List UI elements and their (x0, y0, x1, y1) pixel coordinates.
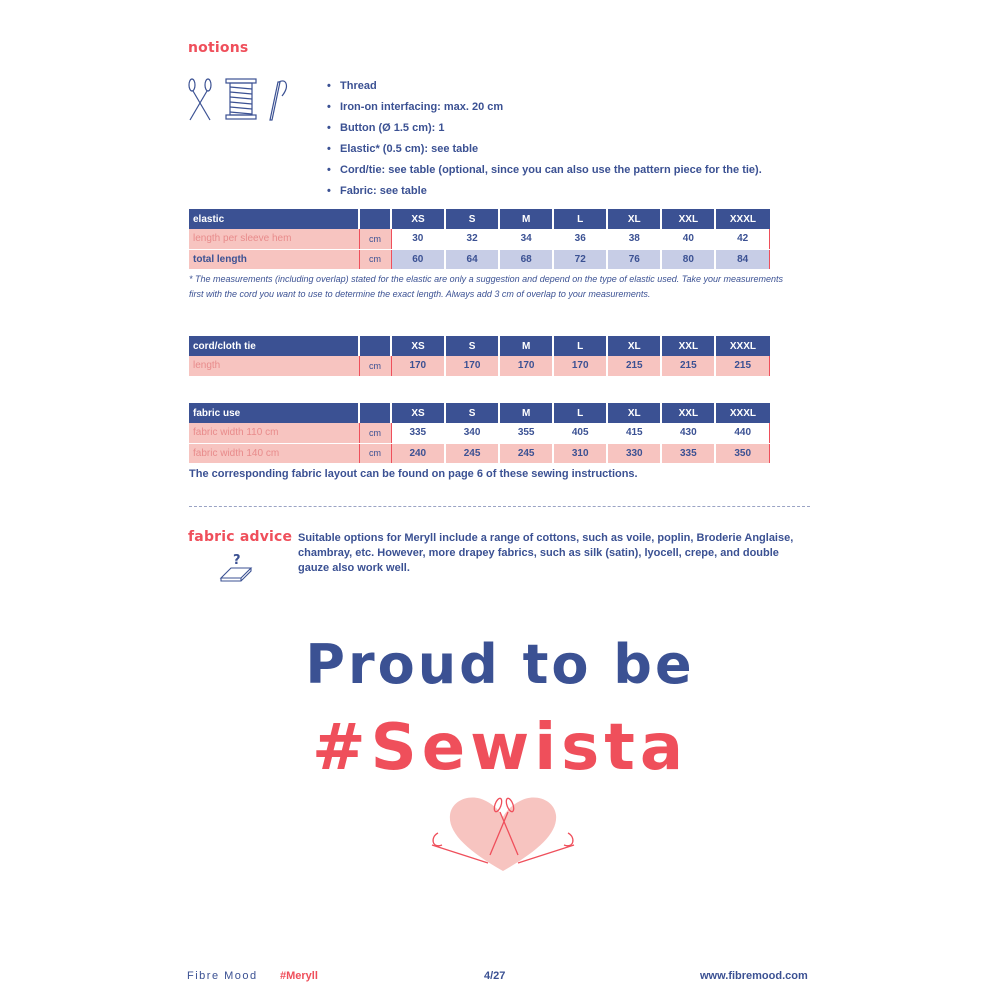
table-cell: 32 (445, 229, 499, 249)
table-row (189, 356, 770, 376)
table-cell: 64 (445, 249, 499, 269)
size-header-m: M (499, 209, 553, 229)
table-cell: 245 (499, 443, 553, 463)
notions-item-elastic: • Elastic* (0.5 cm): see table (327, 141, 762, 162)
table-row (189, 443, 770, 463)
size-header-s: S (445, 336, 499, 356)
row-unit: cm (359, 356, 391, 376)
fabric-advice-heading: fabric advice (188, 529, 293, 545)
table-cell: 34 (499, 229, 553, 249)
elastic-table (189, 209, 770, 270)
size-header-l: L (553, 336, 607, 356)
size-header-xs: XS (391, 209, 445, 229)
notions-item-thread: • Thread (327, 78, 762, 99)
table-cell: 440 (715, 423, 769, 443)
needle-icon (270, 81, 286, 120)
table-cell: 84 (715, 249, 769, 269)
size-header-m: M (499, 336, 553, 356)
banner-line-2: #Sewista (311, 711, 689, 785)
notions-item-fabric: • Fabric: see table (327, 183, 762, 204)
scissors-icon (189, 79, 211, 120)
fabric-question-icon (217, 552, 255, 584)
table-cell: 68 (499, 249, 553, 269)
size-header-xxl: XXL (661, 336, 715, 356)
footer-page-number: 4/27 (484, 970, 506, 982)
table-cell: 42 (715, 229, 769, 249)
row-unit: cm (359, 249, 391, 269)
table-cell: 72 (553, 249, 607, 269)
footer-brand: Fibre Mood (187, 970, 258, 982)
row-label: fabric width 110 cm (189, 423, 359, 443)
table-cell: 355 (499, 423, 553, 443)
unit-header (359, 209, 391, 229)
size-header-xs: XS (391, 403, 445, 423)
notions-item-button: • Button (Ø 1.5 cm): 1 (327, 120, 762, 141)
table-cell: 240 (391, 443, 445, 463)
size-header-xl: XL (607, 209, 661, 229)
size-header-xl: XL (607, 336, 661, 356)
row-label: total length (189, 249, 359, 269)
table-cell: 430 (661, 423, 715, 443)
size-header-s: S (445, 403, 499, 423)
size-header-xxxl: XXXL (715, 209, 769, 229)
size-header-xxxl: XXXL (715, 336, 769, 356)
table-row (189, 423, 770, 443)
table-row (189, 229, 770, 249)
fabric-layout-note: The corresponding fabric layout can be found on page 6 of these sewing instructions. (189, 468, 638, 480)
notions-heading: notions (188, 40, 249, 56)
table-cell: 215 (607, 356, 661, 376)
row-unit: cm (359, 443, 391, 463)
row-label: fabric width 140 cm (189, 443, 359, 463)
size-header-xs: XS (391, 336, 445, 356)
size-header-xxl: XXL (661, 403, 715, 423)
size-header-xxxl: XXXL (715, 403, 769, 423)
table-cell: 40 (661, 229, 715, 249)
fabric-advice-text: Suitable options for Meryll include a range of cottons, such as voile, poplin, Broderie Anglaise, chambray, etc. However, more drapey fabrics, such as silk (satin), lyocell, crepe, and double gauze also work well. (298, 532, 794, 574)
table-cell: 310 (553, 443, 607, 463)
table-cell: 30 (391, 229, 445, 249)
table-cell: 170 (553, 356, 607, 376)
fabric-table (189, 403, 770, 464)
footer-hashtag: #Meryll (280, 970, 318, 982)
section-divider (189, 506, 810, 507)
elastic-footnote: * The measurements (including overlap) stated for the elastic are only a suggestion and depend on the type of elastic used. Take your measurements first with the cord you want to use to determine the exact length. Always add 3 cm of overlap to your measurements. (189, 274, 784, 299)
notions-list (327, 78, 762, 204)
table-cell: 405 (553, 423, 607, 443)
notions-item-cord: • Cord/tie: see table (optional, since you can also use the pattern piece for the tie). (327, 162, 762, 183)
row-label: length per sleeve hem (189, 229, 359, 249)
fabric-table-header: fabric use (189, 403, 359, 423)
cord-table-header: cord/cloth tie (189, 336, 359, 356)
size-header-l: L (553, 209, 607, 229)
table-cell: 330 (607, 443, 661, 463)
table-cell: 245 (445, 443, 499, 463)
table-row (189, 249, 770, 269)
cord-table (189, 336, 770, 377)
table-cell: 170 (391, 356, 445, 376)
table-cell: 215 (661, 356, 715, 376)
heart-with-scissors-and-needles-icon (428, 793, 578, 873)
size-header-xl: XL (607, 403, 661, 423)
size-header-xxl: XXL (661, 209, 715, 229)
elastic-table-header: elastic (189, 209, 359, 229)
size-header-m: M (499, 403, 553, 423)
unit-header (359, 336, 391, 356)
table-cell: 36 (553, 229, 607, 249)
notions-icons (186, 76, 292, 124)
table-cell: 80 (661, 249, 715, 269)
table-cell: 350 (715, 443, 769, 463)
table-cell: 38 (607, 229, 661, 249)
size-header-l: L (553, 403, 607, 423)
table-cell: 335 (391, 423, 445, 443)
notions-item-interfacing: • Iron-on interfacing: max. 20 cm (327, 99, 762, 120)
row-label: length (189, 356, 359, 376)
unit-header (359, 403, 391, 423)
svg-text:?: ? (233, 553, 241, 568)
thread-spool-icon (226, 79, 256, 119)
table-cell: 415 (607, 423, 661, 443)
footer-website-link[interactable]: www.fibremood.com (700, 970, 808, 982)
size-header-s: S (445, 209, 499, 229)
row-unit: cm (359, 423, 391, 443)
banner-line-1: Proud to be (305, 633, 695, 696)
table-cell: 60 (391, 249, 445, 269)
table-cell: 170 (445, 356, 499, 376)
table-cell: 170 (499, 356, 553, 376)
row-unit: cm (359, 229, 391, 249)
table-cell: 340 (445, 423, 499, 443)
table-cell: 335 (661, 443, 715, 463)
table-cell: 215 (715, 356, 769, 376)
table-cell: 76 (607, 249, 661, 269)
